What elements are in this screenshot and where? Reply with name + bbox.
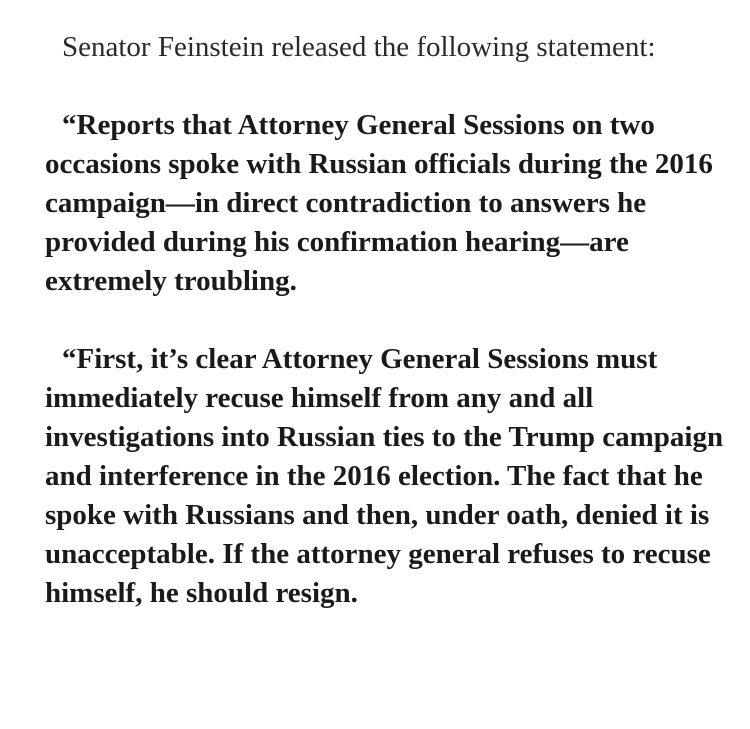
intro-line: Senator Feinstein released the following statement:	[62, 31, 656, 63]
paragraph-gap	[45, 301, 735, 340]
statement-paragraph-1: “Reports that Attorney General Sessions on two occasions spoke with Russian officials during the 2016 campaign—in direct contradiction to answers he provided during his confirmation hearing—are extremely troubling.	[45, 109, 713, 297]
statement-document	[45, 28, 735, 613]
paragraph-gap	[45, 67, 735, 106]
statement-paragraph-2: “First, it’s clear Attorney General Sessions must immediately recuse himself from any and all investigations into Russian ties to the Trump campaign and interference in the 2016 election. The fact that he spoke with Russians and then, under oath, denied it is unacceptable. If the attorney general refuses to recuse himself, he should resign.	[45, 343, 724, 609]
